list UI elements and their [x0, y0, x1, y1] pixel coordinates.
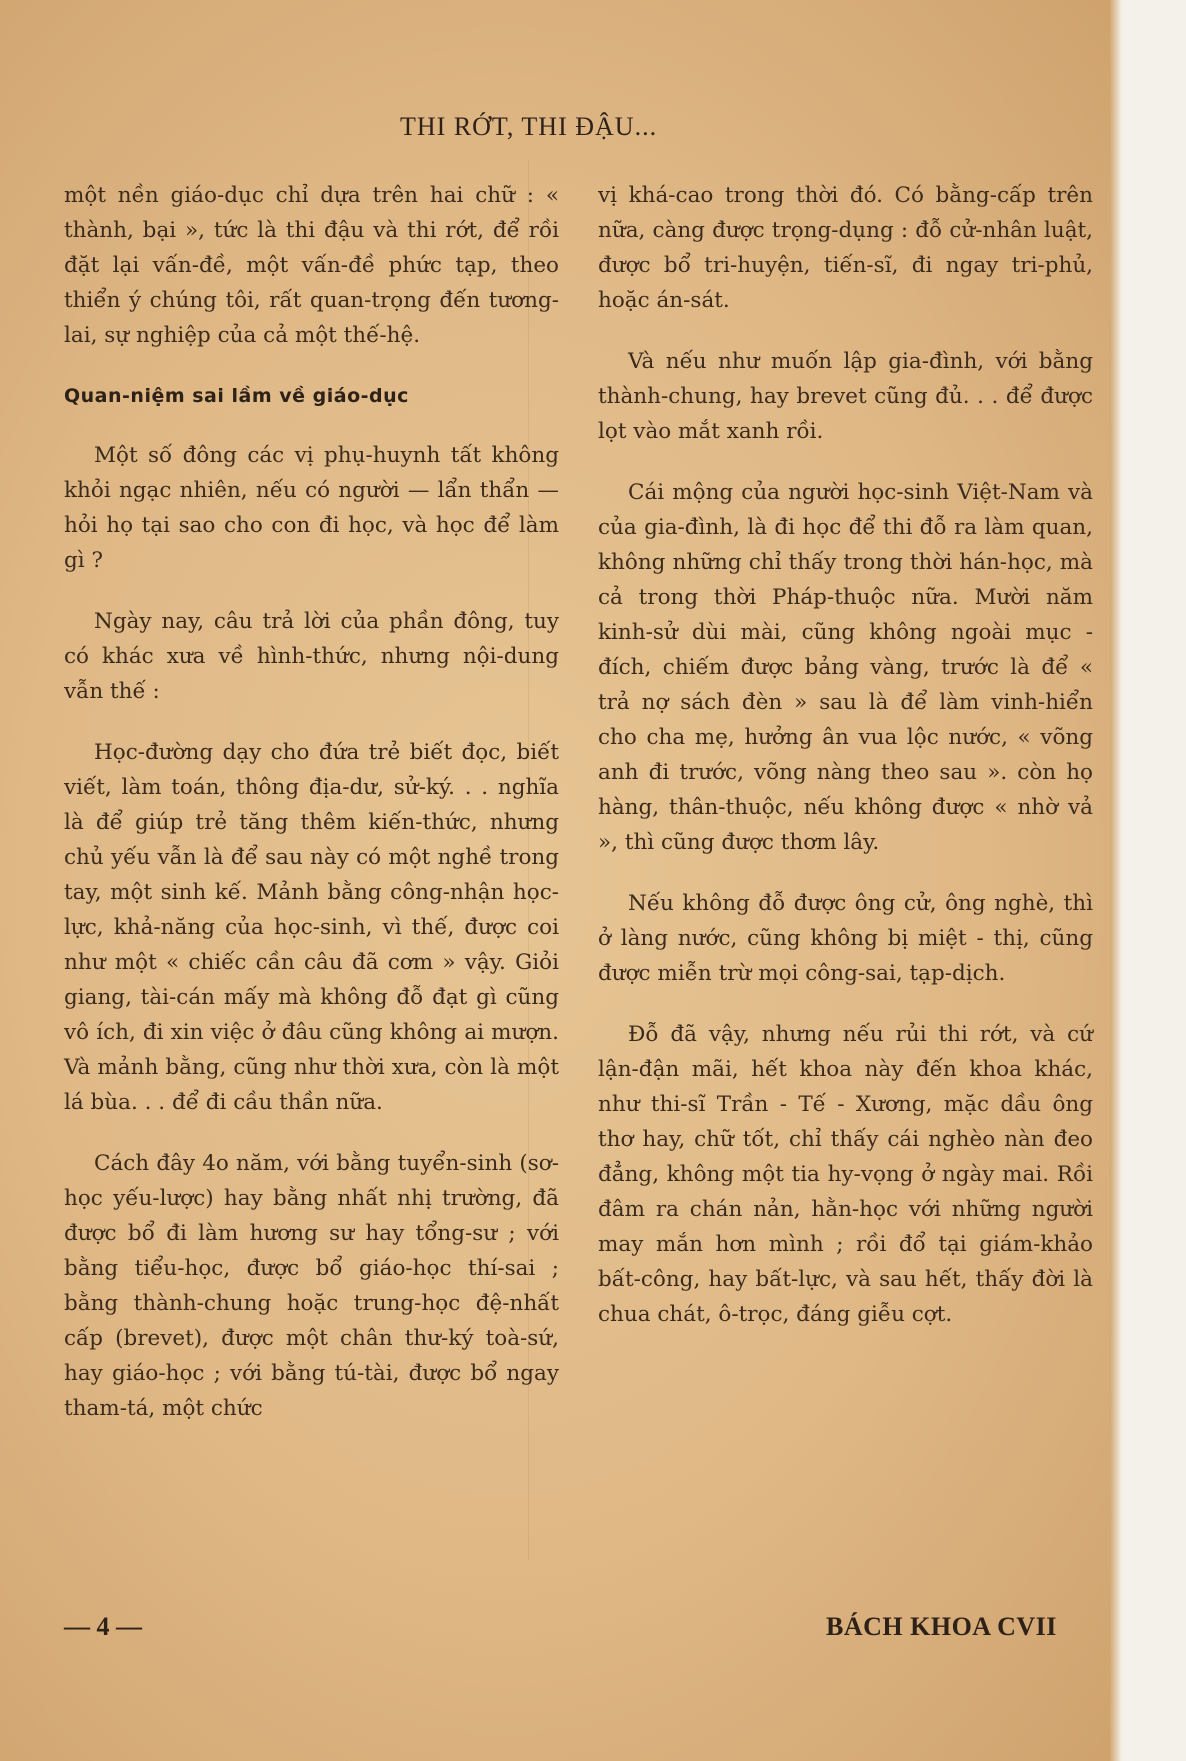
- section-heading: Quan-niệm sai lầm về giáo-dục: [64, 385, 409, 407]
- paragraph: Ngày nay, câu trả lời của phần đông, tuy có khác xưa về hình-thức, nhưng nội-dung vẫn thế :: [64, 609, 559, 704]
- running-head: THI RỚT, THI ĐẬU...: [400, 112, 658, 141]
- paragraph: Một số đông các vị phụ-huynh tất không khỏi ngạc nhiên, nếu có người — lẩn thẩn — hỏi họ tại sao cho con đi học, và học để làm gì ?: [64, 443, 559, 573]
- paragraph: Và nếu như muốn lập gia-đình, với bằng thành-chung, hay brevet cũng đủ. . . để được lọt vào mắt xanh rồi.: [598, 349, 1093, 444]
- paragraph: Cái mộng của người học-sinh Việt-Nam và của gia-đình, là đi học để thi đỗ ra làm quan, không những chỉ thấy trong thời hán-học, mà cả trong thời Pháp-thuộc nữa. Mười năm kinh-sử dùi mài, cũng không ngoài mục - đích, chiếm được bảng vàng, trước là để « trả nợ sách đèn » sau là để làm vinh-hiển cho cha mẹ, hưởng ân vua lộc nước, « võng anh đi trước, võng nàng theo sau ». còn họ hàng, thân-thuộc, nếu không được « nhờ vả », thì cũng được thơm lây.: [598, 480, 1093, 855]
- paragraph: Nếu không đỗ được ông cử, ông nghè, thì ở làng nước, cũng không bị miệt - thị, cũng được miễn trừ mọi công-sai, tạp-dịch.: [598, 891, 1093, 986]
- left-column: [64, 178, 559, 1452]
- journal-footer: BÁCH KHOA CVII: [826, 1612, 1057, 1641]
- right-column: [598, 178, 1093, 1358]
- paragraph: Đỗ đã vậy, nhưng nếu rủi thi rớt, và cứ lận-đận mãi, hết khoa này đến khoa khác, như thi-sĩ Trần - Tế - Xương, mặc dầu ông thơ hay, chữ tốt, chỉ thấy cái nghèo nàn đeo đẳng, không một tia hy-vọng ở ngày mai. Rồi đâm ra chán nản, hằn-học với những người may mắn hơn mình ; rồi đổ tại giám-khảo bất-công, hay bất-lực, và sau hết, thấy đời là chua chát, ô-trọc, đáng giễu cợt.: [598, 1022, 1093, 1327]
- paragraph: Cách đây 4o năm, với bằng tuyển-sinh (sơ-học yếu-lược) hay bằng nhất nhị trường, đã được bổ đi làm hương sư hay tổng-sư ; với bằng tiểu-học, được bổ giáo-học thí-sai ; bằng thành-chung hoặc trung-học đệ-nhất cấp (brevet), được một chân thư-ký toà-sứ, hay giáo-học ; với bằng tú-tài, được bổ ngay tham-tá, một chức: [64, 1151, 559, 1421]
- paragraph: vị khá-cao trong thời đó. Có bằng-cấp trên nữa, càng được trọng-dụng : đỗ cử-nhân luật, được bổ tri-huyện, tiến-sĩ, đi ngay tri-phủ, hoặc án-sát.: [598, 183, 1093, 313]
- paragraph: Học-đường dạy cho đứa trẻ biết đọc, biết viết, làm toán, thông địa-dư, sử-ký. . . nghĩa là để giúp trẻ tăng thêm kiến-thức, nhưng chủ yếu vẫn là để sau này có một nghề trong tay, một sinh kế. Mảnh bằng công-nhận học-lực, khả-năng của học-sinh, vì thế, được coi như một « chiếc cần câu đã cơm » vậy. Giỏi giang, tài-cán mấy mà không đỗ đạt gì cũng vô ích, đi xin việc ở đâu cũng không ai mượn. Và mảnh bằng, cũng như thời xưa, còn là một lá bùa. . . để đi cầu thần nữa.: [64, 740, 559, 1115]
- paragraph: một nền giáo-dục chỉ dựa trên hai chữ : « thành, bại », tức là thi đậu và thi rớt, để rồi đặt lại vấn-đề, một vấn-đề phức tạp, theo thiển ý chúng tôi, rất quan-trọng đến tương-lai, sự nghiệp của cả một thế-hệ.: [64, 183, 559, 348]
- page-number: — 4 —: [64, 1612, 142, 1641]
